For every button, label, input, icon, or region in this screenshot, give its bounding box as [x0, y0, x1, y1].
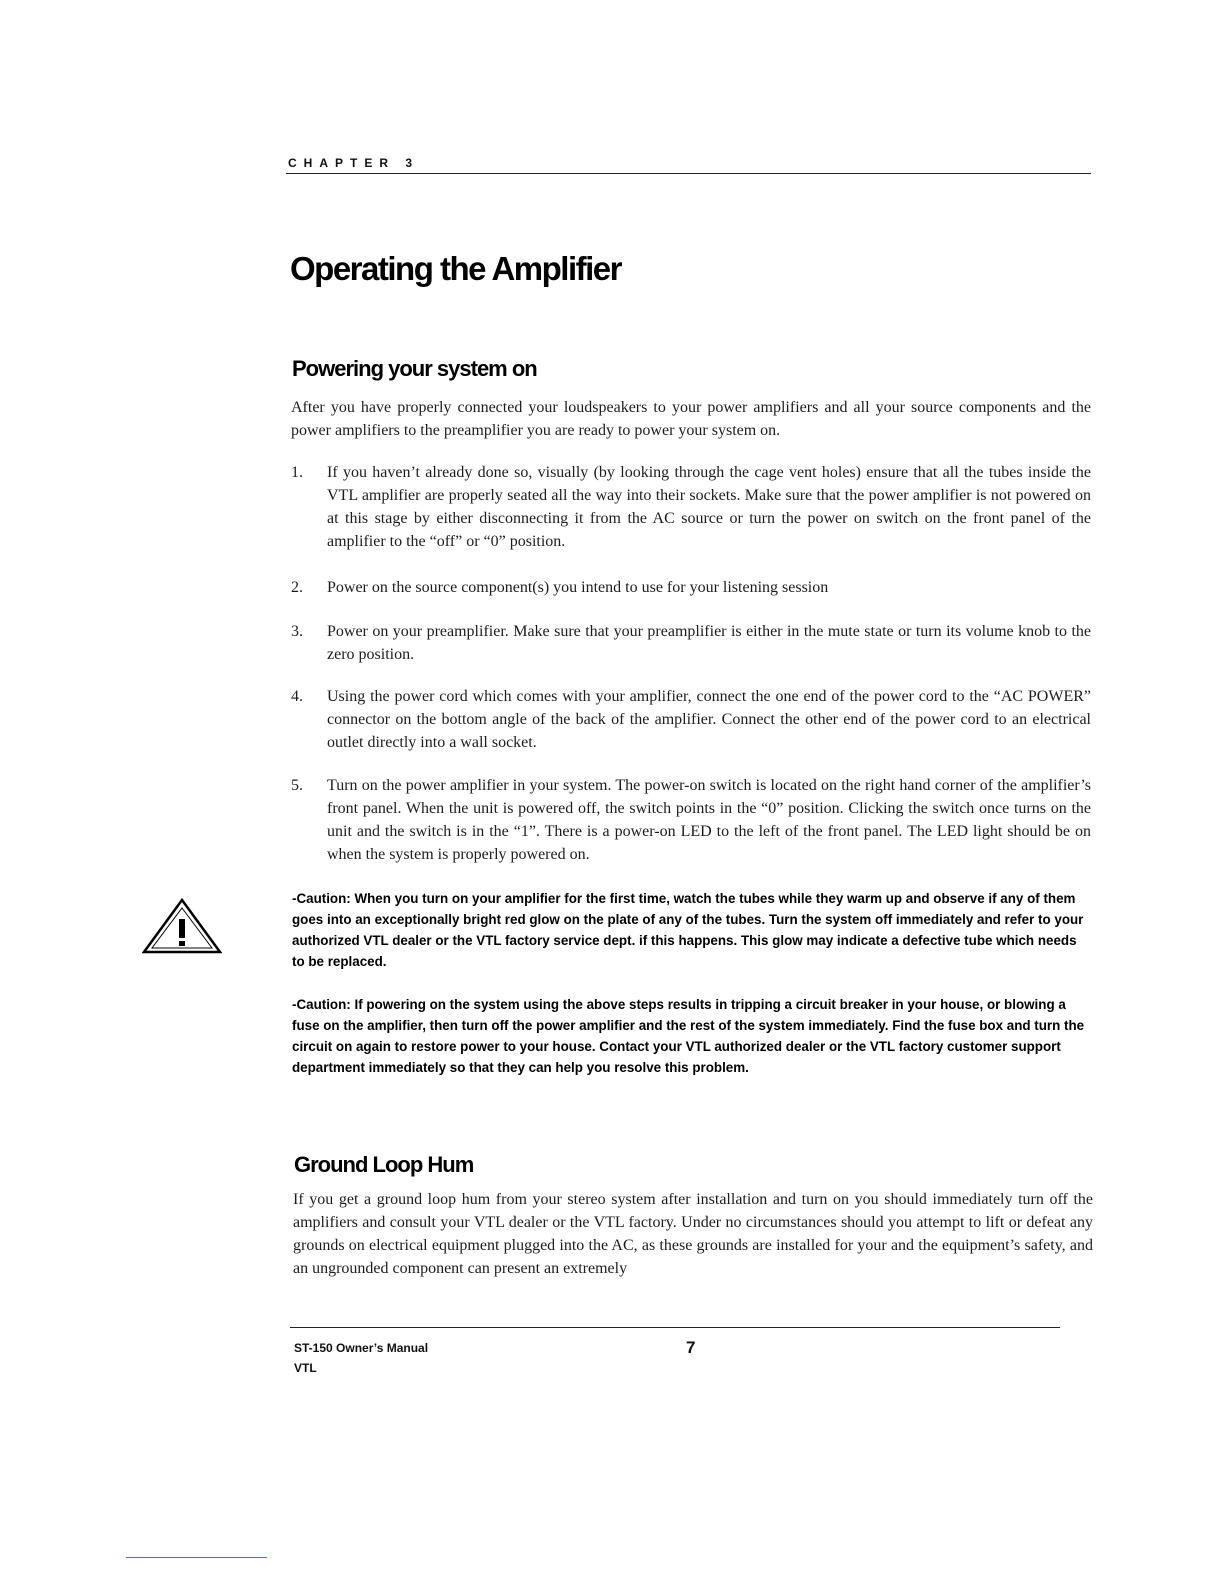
bottom-link-underline	[126, 1557, 267, 1558]
step-number: 4.	[291, 688, 303, 705]
step-number: 2.	[291, 579, 303, 596]
chapter-label: CHAPTER 3	[288, 156, 420, 170]
caution-note: -Caution: If powering on the system using the above steps results in tripping a circuit breaker in your house, or blowing a fuse on the amplifier, then turn off the power amplifier and the rest of the system immediately. Find the fuse box and turn the circuit on again to restore power to your house. Contact your VTL authorized dealer or the VTL factory customer support department immediately so that they can help you resolve this problem.	[292, 997, 1085, 1075]
page-title: Operating the Amplifier	[290, 250, 621, 287]
step-text: Using the power cord which comes with your amplifier, connect the one end of the power cord to the “AC POWER” connector on the bottom angle of the back of the amplifier. Connect the other end of the power cord to an electrical outlet directly into a wall socket.	[327, 688, 1091, 751]
page-number: 7	[686, 1338, 696, 1357]
step-text: Power on your preamplifier. Make sure that your preamplifier is either in the mute state or turn its volume knob to the zero position.	[327, 623, 1091, 663]
warning-triangle-icon	[142, 898, 222, 954]
ground-loop-paragraph: If you get a ground loop hum from your stereo system after installation and turn on you should immediately turn off the amplifiers and consult your VTL dealer or the VTL factory. Under no circumstances should you attempt to lift or defeat any grounds on electrical equipment plugged into the AC, as these grounds are installed for your and the equipment’s safety, and an ungrounded component can present an extremely	[293, 1191, 1093, 1277]
step-text: Power on the source component(s) you intend to use for your listening session	[327, 579, 829, 596]
step-number: 3.	[291, 623, 303, 640]
footer-manual-title: ST-150 Owner’s Manual	[294, 1341, 429, 1355]
step-number: 5.	[291, 777, 303, 794]
step-text: Turn on the power amplifier in your system. The power-on switch is located on the right hand corner of the amplifier’s front panel. When the unit is powered off, the switch points in the “0” position. Clicking the switch once turns on the unit and the switch is in the “1”. There is a power-on LED to the left of the front panel. The LED light should be on when the system is properly powered on.	[327, 777, 1091, 863]
section-heading-ground-loop: Ground Loop Hum	[294, 1152, 474, 1177]
footer-divider	[290, 1327, 1060, 1328]
step-text: If you haven’t already done so, visually (by looking through the cage vent holes) ensure that all the tubes inside the VTL amplifier are properly seated all the way into their sockets. Make sure that the power amplifier is not powered on at this stage by either disconnecting it from the AC source or turn the power on switch on the front panel of the amplifier to the “off” or “0” position.	[327, 464, 1091, 550]
footer-brand: VTL	[294, 1361, 317, 1375]
step-number: 1.	[291, 464, 303, 481]
section-heading-powering: Powering your system on	[292, 356, 537, 381]
caution-note: -Caution: When you turn on your amplifier for the first time, watch the tubes while they warm up and observe if any of them goes into an exceptionally bright red glow on the plate of any of the tubes. Turn the system off immediately and refer to your authorized VTL dealer or the VTL factory service dept. if this happens. This glow may indicate a defective tube which needs to be replaced.	[292, 891, 1084, 969]
header-divider	[286, 173, 1091, 174]
intro-paragraph: After you have properly connected your loudspeakers to your power amplifiers and all your source components and the power amplifiers to the preamplifier you are ready to power your system on.	[291, 399, 1091, 439]
